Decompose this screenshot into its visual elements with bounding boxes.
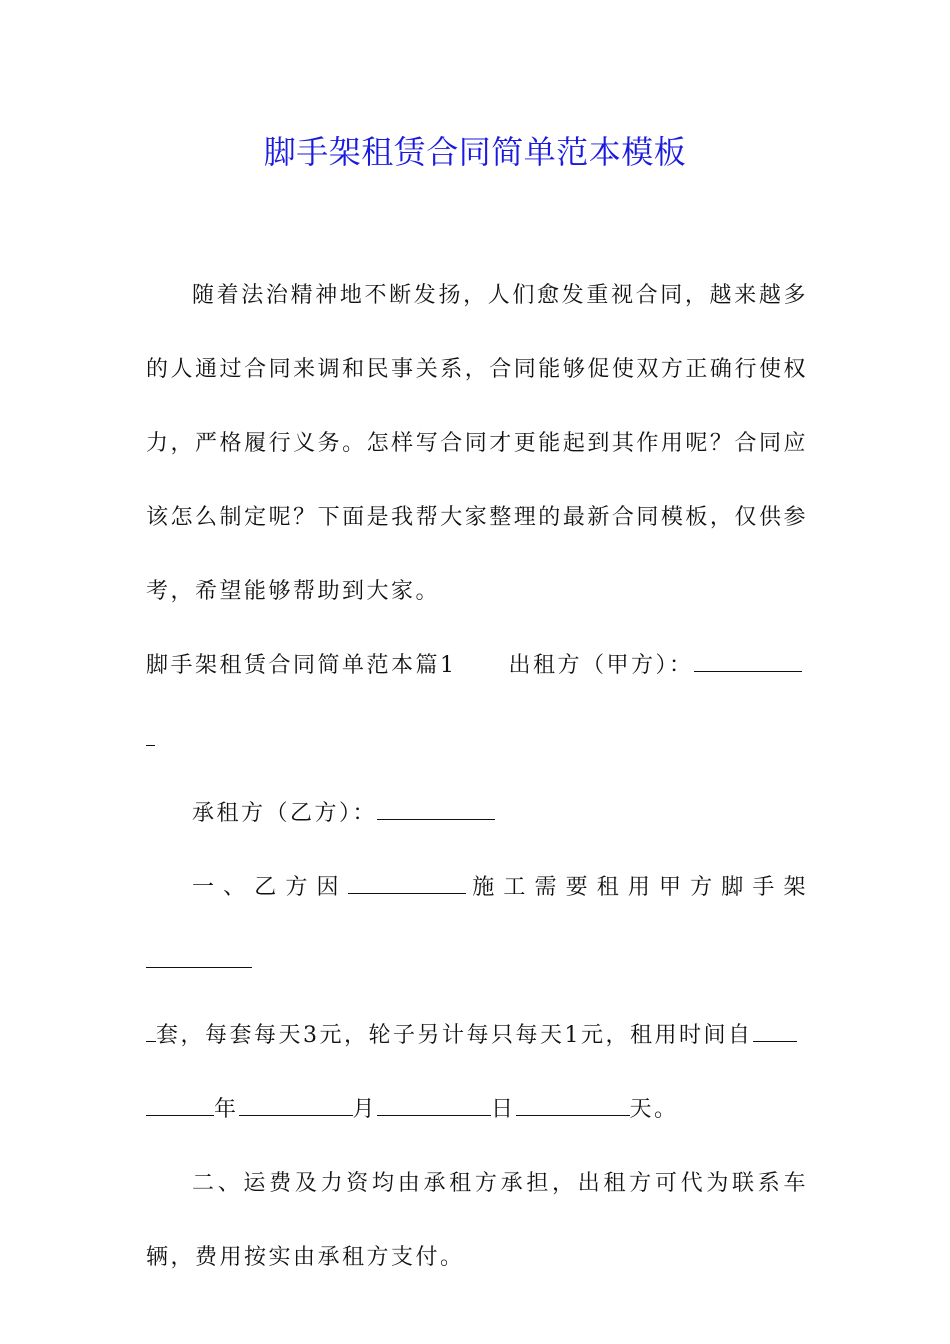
clause1-d: 年 [214,1097,239,1122]
document-body [146,259,808,1295]
lessor-blank [694,653,802,672]
lessor-line [146,629,808,777]
clause1-f: 日 [491,1097,516,1122]
lessee-blank [377,801,495,820]
year-blank [146,1097,214,1116]
clause1-b: 施工需要租用甲方脚手架 [465,875,808,900]
month-blank [239,1097,353,1116]
days-blank [516,1097,630,1116]
lessor-label: 出租方（甲方）： [508,653,694,678]
intro-paragraph: 随着法治精神地不断发扬，人们愈发重视合同，越来越多的人通过合同来调和民事关系，合同能够促使双方正确行使权力，严格履行义务。怎样写合同才更能起到其作用呢？合同应该怎么制定呢？下面是我帮大家整理的最新合同模板，仅供参考，希望能够帮助到大家。 [146,283,808,604]
project-blank [348,875,466,894]
day-blank [377,1097,491,1116]
clause1-e: 月 [352,1097,378,1122]
section-heading: 脚手架租赁合同简单范本篇1 [146,653,457,678]
clause-1 [146,851,808,1147]
clause1-a: 一、乙方因 [192,875,348,900]
clause1-c: 套，每套每天3元，轮子另计每只每天1元，租用时间自 [156,1023,753,1048]
lessee-line [146,777,808,851]
lessor-blank-continued [146,727,155,746]
document-title: 脚手架租赁合同简单范本模板 [263,133,687,171]
start-blank [753,1023,797,1042]
quantity-blank-continued [146,1023,156,1042]
clause-2: 二、运费及力资均由承租方承担，出租方可代为联系车辆，费用按实由承租方支付。 [146,1171,808,1270]
lessee-label: 承租方（乙方）： [192,801,378,826]
clause1-g: 天。 [629,1097,679,1122]
quantity-blank [146,949,252,968]
